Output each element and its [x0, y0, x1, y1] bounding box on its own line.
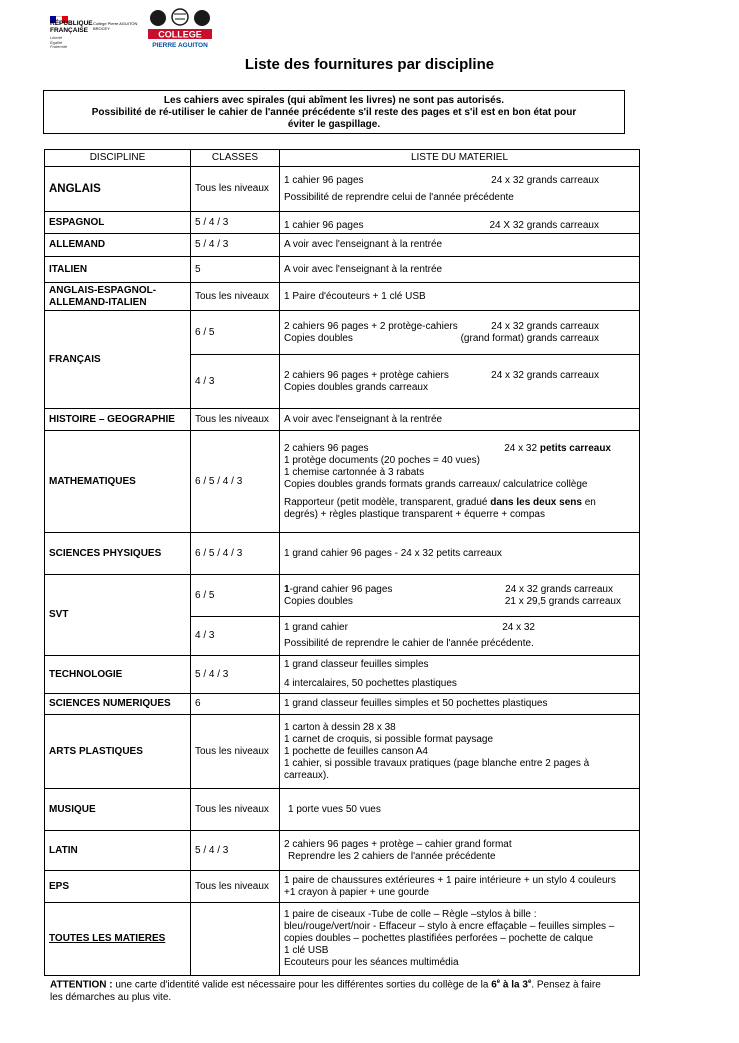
materiel-line	[284, 584, 392, 596]
attention-bold: à la 3	[500, 979, 528, 991]
table-row	[45, 533, 640, 575]
table-row	[45, 789, 640, 831]
materiel-cell	[280, 575, 640, 617]
materiel-line: 1 carnet de croquis, si possible format paysage	[284, 733, 493, 745]
materiel-line: 1 protège documents (20 poches = 40 vues)	[284, 454, 480, 466]
materiel-line: copies doubles – pochettes plastifiées perforées – pochette de calque	[284, 933, 594, 944]
table-row	[45, 656, 640, 694]
devise-egalite: Égalité	[50, 39, 63, 45]
materiel-line: 2 cahiers 96 pages + protège cahiers	[284, 369, 449, 381]
notice-line1: Les cahiers avec spirales (qui abîment les livres) ne sont pas autorisés.	[163, 95, 505, 106]
materiel-cell: 1 Paire d'écouteurs + 1 clé USB	[280, 283, 640, 311]
materiel-line: 1 cahier 96 pages	[284, 219, 364, 231]
materiel-text: Rapporteur (petit modèle, transparent, gradué	[284, 496, 491, 508]
materiel-line: 1 chemise cartonnée à 3 rabats	[284, 466, 425, 478]
classes-cell: Tous les niveaux	[191, 409, 280, 431]
attention-bold: 6	[491, 979, 497, 991]
notice-box	[43, 90, 625, 134]
materiel-line: 24 x 32 grands carreaux	[491, 174, 599, 186]
materiel-cell	[280, 311, 640, 355]
classes-cell: 6 / 5 / 4 / 3	[191, 533, 280, 575]
materiel-line: Ecouteurs pour les séances multimédia	[284, 957, 459, 968]
supplies-table	[44, 149, 640, 976]
attention-line2: les démarches au plus vite.	[50, 992, 172, 1004]
materiel-line: Copies doubles	[284, 595, 353, 607]
attention-text: une carte d'identité valide est nécessaire pour les différentes sorties du collège de la	[112, 979, 492, 991]
materiel-cell: A voir avec l'enseignant à la rentrée	[280, 234, 640, 257]
table-row	[45, 234, 640, 257]
materiel-cell: A voir avec l'enseignant à la rentrée	[280, 257, 640, 283]
materiel-cell: 1 porte vues 50 vues	[280, 789, 640, 831]
header-materiel: LISTE DU MATERIEL	[280, 150, 640, 167]
classes-cell: 6 / 5	[191, 311, 280, 355]
materiel-bold: dans les deux sens	[490, 496, 582, 508]
discipline-cell: TECHNOLOGIE	[45, 656, 191, 694]
materiel-text: en	[581, 496, 596, 508]
materiel-cell	[280, 903, 640, 976]
materiel-bold: petits carreaux	[539, 442, 611, 454]
classes-cell: Tous les niveaux	[191, 283, 280, 311]
discipline-cell: SCIENCES PHYSIQUES	[45, 533, 191, 575]
materiel-line: +1 crayon à papier + une gourde	[284, 886, 430, 898]
discipline-cell: ANGLAIS	[45, 167, 191, 212]
discipline-cell: SVT	[45, 575, 191, 656]
classes-cell: Tous les niveaux	[191, 715, 280, 789]
table-row	[45, 694, 640, 715]
header	[48, 8, 248, 52]
materiel-line: Copies doubles grands formats grands carreaux/ calculatrice collège	[284, 478, 588, 490]
college-small-line1: Collège Pierre AGUITON	[93, 21, 138, 26]
devise-liberte: Liberté	[50, 35, 63, 40]
materiel-cell	[280, 656, 640, 694]
classes-cell: 5 / 4 / 3	[191, 212, 280, 234]
classes-cell: Tous les niveaux	[191, 789, 280, 831]
materiel-cell	[280, 871, 640, 903]
devise	[50, 36, 67, 50]
page-title: Liste des fournitures par discipline	[244, 56, 495, 73]
materiel-line: 24 x 32	[502, 622, 535, 633]
classes-cell: 5 / 4 / 3	[191, 831, 280, 871]
attention-line1	[50, 976, 640, 991]
table-row	[45, 871, 640, 903]
discipline-cell: LATIN	[45, 831, 191, 871]
materiel-line: Possibilité de reprendre celui de l'année précédente	[284, 191, 514, 203]
republic-line1: RÉPUBLIQUE	[50, 20, 93, 27]
table-row	[45, 283, 640, 311]
discipline-cell: ESPAGNOL	[45, 212, 191, 234]
materiel-line: 21 x 29,5 grands carreaux	[504, 595, 621, 607]
table-row	[45, 903, 640, 976]
materiel-line: 2 cahiers 96 pages + protège – cahier grand format	[284, 838, 512, 850]
materiel-line: 1 clé USB	[284, 945, 329, 956]
materiel-line: bleu/rouge/vert/noir - Effaceur – stylo à encre effaçable – feuilles simples –	[284, 921, 615, 932]
discipline-cell: EPS	[45, 871, 191, 903]
table-header-row	[45, 150, 640, 167]
table-row	[45, 167, 640, 212]
classes-cell: 4 / 3	[191, 355, 280, 409]
classes-cell: 6 / 5	[191, 575, 280, 617]
discipline-cell: MUSIQUE	[45, 789, 191, 831]
table-row	[45, 212, 640, 234]
materiel-line: Copies doubles	[284, 332, 353, 344]
materiel-line: carreaux).	[284, 769, 330, 781]
logo-line1: COLLEGE	[158, 29, 202, 40]
header-classes: CLASSES	[191, 150, 280, 167]
classes-cell: 5 / 4 / 3	[191, 656, 280, 694]
discipline-cell: ALLEMAND	[45, 234, 191, 257]
republic-line2: FRANÇAISE	[50, 27, 88, 34]
table-row	[45, 831, 640, 871]
attention-note	[50, 976, 640, 1004]
logo-line2: PIERRE AGUITON	[152, 42, 208, 49]
table-row	[45, 431, 640, 533]
materiel-text: -grand cahier 96 pages	[289, 583, 393, 595]
materiel-line: 24 X 32 grands carreaux	[489, 219, 599, 231]
table-row	[45, 409, 640, 431]
materiel-line: 24 x 32 grands carreaux	[505, 583, 613, 595]
materiel-line	[284, 497, 635, 509]
classes-cell: 4 / 3	[191, 617, 280, 656]
materiel-cell	[280, 715, 640, 789]
materiel-line	[504, 443, 611, 455]
materiel-cell	[280, 617, 640, 656]
materiel-cell	[280, 212, 640, 234]
materiel-line: 24 x 32 grands carreaux	[491, 369, 599, 381]
materiel-cell	[280, 831, 640, 871]
classes-cell: 5 / 4 / 3	[191, 234, 280, 257]
materiel-line: Possibilité de reprendre le cahier de l'année précédente.	[284, 638, 534, 649]
materiel-cell	[280, 355, 640, 409]
classes-cell	[191, 903, 280, 976]
table-row	[45, 715, 640, 789]
materiel-line: 2 cahiers 96 pages	[284, 442, 369, 454]
college-small-text	[93, 21, 137, 31]
classes-cell: 6 / 5 / 4 / 3	[191, 431, 280, 533]
discipline-cell: SCIENCES NUMERIQUES	[45, 694, 191, 715]
table-row	[45, 575, 640, 617]
materiel-line: 1 grand cahier	[284, 622, 348, 633]
materiel-line: 1 cahier 96 pages	[284, 174, 364, 186]
materiel-line: 1 cahier, si possible travaux pratiques (page blanche entre 2 pages à	[284, 757, 590, 769]
materiel-line: 1 paire de chaussures extérieures + 1 paire intérieure + un stylo 4 couleurs	[284, 874, 616, 886]
devise-fraternite: Fraternité	[50, 44, 68, 49]
discipline-cell: ARTS PLASTIQUES	[45, 715, 191, 789]
french-flag-icon	[50, 10, 70, 17]
materiel-cell: 1 grand cahier 96 pages - 24 x 32 petits carreaux	[280, 533, 640, 575]
discipline-cell: FRANÇAIS	[45, 311, 191, 409]
notice-line3: éviter le gaspillage.	[287, 119, 381, 130]
classes-cell: Tous les niveaux	[191, 871, 280, 903]
materiel-line: (grand format) grands carreaux	[460, 332, 599, 344]
materiel-line: 24 x 32 grands carreaux	[491, 320, 599, 332]
attention-sup: e	[527, 979, 532, 985]
attention-text: . Pensez à faire	[531, 979, 601, 991]
discipline-cell: ITALIEN	[45, 257, 191, 283]
materiel-line: 1 paire de ciseaux -Tube de colle – Règle –stylos à bille :	[284, 909, 537, 920]
discipline-cell	[45, 283, 191, 311]
discipline-cell: TOUTES LES MATIERES	[45, 903, 191, 976]
discipline-cell: MATHEMATIQUES	[45, 431, 191, 533]
materiel-text: 24 x 32	[504, 442, 540, 454]
materiel-line: 1 carton à dessin 28 x 38	[284, 721, 396, 733]
materiel-line: 4 intercalaires, 50 pochettes plastiques	[284, 678, 457, 689]
header-discipline: DISCIPLINE	[45, 150, 191, 167]
materiel-line: Reprendre les 2 cahiers de l'année précédente	[288, 850, 496, 862]
materiel-cell: 1 grand classeur feuilles simples et 50 pochettes plastiques	[280, 694, 640, 715]
classes-cell: 6	[191, 694, 280, 715]
materiel-line: Copies doubles grands carreaux	[284, 381, 428, 393]
college-logo-icon	[148, 8, 212, 50]
attention-sup: e	[496, 979, 501, 985]
materiel-line: degrés) + règles plastique transparent + équerre + compas	[284, 508, 545, 520]
classes-cell: 5	[191, 257, 280, 283]
materiel-bold: 1	[284, 583, 290, 595]
table-row	[45, 257, 640, 283]
notice-line2: Possibilité de ré-utiliser le cahier de l'année précédente s'il reste des pages et s'il est en bon état pour	[91, 107, 577, 118]
republique-francaise	[50, 20, 93, 34]
discipline-line: ALLEMAND-ITALIEN	[49, 296, 147, 308]
materiel-line: 1 grand classeur feuilles simples	[284, 659, 429, 670]
classes-cell: Tous les niveaux	[191, 167, 280, 212]
discipline-cell: HISTOIRE – GEOGRAPHIE	[45, 409, 191, 431]
materiel-cell	[280, 431, 640, 533]
discipline-line: ANGLAIS-ESPAGNOL-	[49, 284, 157, 296]
materiel-cell: A voir avec l'enseignant à la rentrée	[280, 409, 640, 431]
table-row	[45, 311, 640, 355]
college-small-line2: BROCEY	[93, 26, 110, 31]
materiel-line: 1 pochette de feuilles canson A4	[284, 745, 428, 757]
materiel-cell	[280, 167, 640, 212]
attention-label: ATTENTION :	[50, 979, 113, 991]
materiel-line: 2 cahiers 96 pages + 2 protège-cahiers	[284, 320, 458, 332]
